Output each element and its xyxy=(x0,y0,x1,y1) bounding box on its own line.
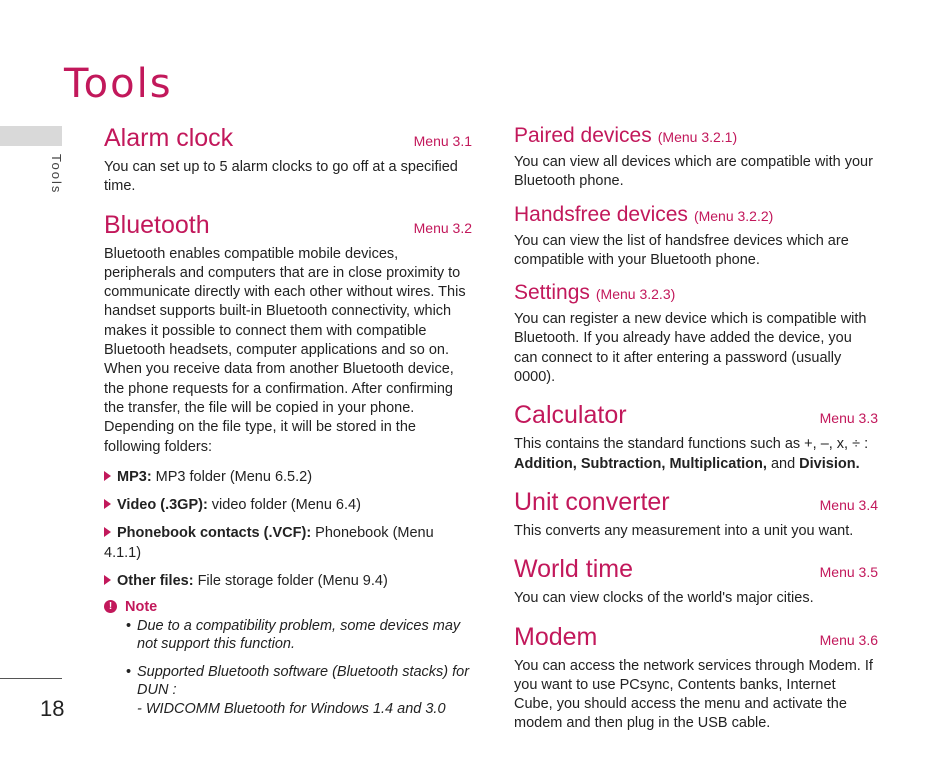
folder-text: video folder (Menu 6.4) xyxy=(207,496,361,513)
handsfree-devices-body: You can view the list of handsfree devices which are compatible with your Bluetooth phone. xyxy=(514,232,849,268)
paired-devices-heading xyxy=(514,124,878,148)
world-time-menu-ref: Menu 3.5 xyxy=(819,564,878,581)
bluetooth-title: Bluetooth xyxy=(104,210,210,239)
calculator-division: Division. xyxy=(799,455,860,472)
calculator-ops: Addition, Subtraction, Multiplication, xyxy=(514,455,767,472)
folder-text: Phonebook (Menu 4.1.1) xyxy=(104,524,434,561)
settings-heading xyxy=(514,281,878,305)
list-item xyxy=(104,523,472,563)
note-text: Due to a compatibility problem, some devices may not support this function. xyxy=(137,617,461,653)
folder-label: Phonebook contacts (.VCF): xyxy=(117,524,312,541)
note-list xyxy=(104,617,472,719)
world-time-heading xyxy=(514,555,878,584)
page-divider xyxy=(0,678,62,679)
triangle-bullet-icon xyxy=(104,499,111,509)
list-item: • Supported Bluetooth software (Bluetooth stacks) for DUN : - WIDCOMM Bluetooth for Windows 1.4 and 3.0 xyxy=(104,663,472,719)
list-item xyxy=(104,571,472,591)
calculator-body xyxy=(514,435,878,474)
folder-label: Other files: xyxy=(117,572,194,589)
alarm-clock-title: Alarm clock xyxy=(104,124,234,152)
paired-devices-body: You can view all devices which are compatible with your Bluetooth phone. xyxy=(514,154,873,190)
calculator-and: and xyxy=(766,455,800,472)
side-tab xyxy=(0,126,62,146)
world-time-title: World time xyxy=(514,555,634,584)
bluetooth-folder-list xyxy=(104,467,472,591)
world-time-body: You can view clocks of the world's major cities. xyxy=(514,590,814,607)
note-heading xyxy=(104,599,472,615)
folder-label: MP3: xyxy=(117,468,152,485)
calculator-title: Calculator xyxy=(514,401,627,430)
calculator-menu-ref: Menu 3.3 xyxy=(819,410,878,427)
handsfree-devices-heading xyxy=(514,203,878,227)
side-section-label: Tools xyxy=(49,154,64,195)
alarm-clock-body: You can set up to 5 alarm clocks to go off at a specified time. xyxy=(104,159,458,195)
note-label: Note xyxy=(125,598,158,615)
folder-label: Video (.3GP): xyxy=(117,496,208,513)
list-item xyxy=(104,495,472,515)
page-number: 18 xyxy=(40,696,65,721)
modem-body: You can access the network services through Modem. If you want to use PCsync, Contents banks, Internet Cube, you should access the menu and activate the modem and then plug in the USB cable. xyxy=(514,657,873,732)
folder-text: File storage folder (Menu 9.4) xyxy=(193,572,388,589)
left-column xyxy=(104,124,472,727)
handsfree-devices-title: Handsfree devices xyxy=(514,202,688,226)
handsfree-devices-menu-ref: (Menu 3.2.2) xyxy=(693,207,774,224)
modem-title: Modem xyxy=(514,622,598,651)
alarm-clock-heading xyxy=(104,124,472,153)
settings-menu-ref: (Menu 3.2.3) xyxy=(595,286,676,303)
page-title: Tools xyxy=(64,60,173,107)
triangle-bullet-icon xyxy=(104,575,111,585)
right-column xyxy=(514,124,878,734)
calculator-heading xyxy=(514,401,878,430)
note-text: Supported Bluetooth software (Bluetooth stacks) for DUN : xyxy=(137,663,470,699)
modem-menu-ref: Menu 3.6 xyxy=(819,631,878,648)
calculator-intro: This contains the standard functions such as +, –, x, ÷ : xyxy=(514,436,869,453)
list-item: • Due to a compatibility problem, some devices may not support this function. xyxy=(126,617,461,653)
bluetooth-heading xyxy=(104,211,472,240)
exclamation-icon: ! xyxy=(104,600,117,613)
unit-converter-menu-ref: Menu 3.4 xyxy=(819,496,878,513)
settings-title: Settings xyxy=(514,281,590,305)
unit-converter-heading xyxy=(514,488,878,517)
bluetooth-paragraph-3: Depending on the file type, it will be stored in the following folders: xyxy=(104,419,416,455)
modem-heading xyxy=(514,623,878,652)
list-item xyxy=(104,467,472,487)
alarm-clock-menu-ref: Menu 3.1 xyxy=(413,133,472,149)
triangle-bullet-icon xyxy=(104,527,111,537)
unit-converter-title: Unit converter xyxy=(514,487,670,516)
note-subtext: - WIDCOMM Bluetooth for Windows 1.4 and 3.0 xyxy=(137,700,446,717)
triangle-bullet-icon xyxy=(104,471,111,481)
unit-converter-body: This converts any measurement into a unit you want. xyxy=(514,522,854,539)
bluetooth-paragraph-1: Bluetooth enables compatible mobile devices, peripherals and computers that are in close proximity to communicate directly with each other without wires. This handset supports built-in Bluetooth connectivity, which makes it possible to connect them with compatible Bluetooth headsets, computer applications and so on. xyxy=(104,245,466,359)
folder-text: MP3 folder (Menu 6.5.2) xyxy=(151,468,313,485)
paired-devices-title: Paired devices xyxy=(514,124,652,147)
bluetooth-menu-ref: Menu 3.2 xyxy=(413,219,472,236)
paired-devices-menu-ref: (Menu 3.2.1) xyxy=(657,129,738,145)
settings-body: You can register a new device which is compatible with Bluetooth. If you already have added the device, you can connect to it after entering a password (usually 0000). xyxy=(514,311,867,386)
bluetooth-paragraph-2: When you receive data from another Bluetooth device, the phone requests for a confirmation. After confirming the transfer, the file will be copied in your phone. xyxy=(104,361,454,416)
